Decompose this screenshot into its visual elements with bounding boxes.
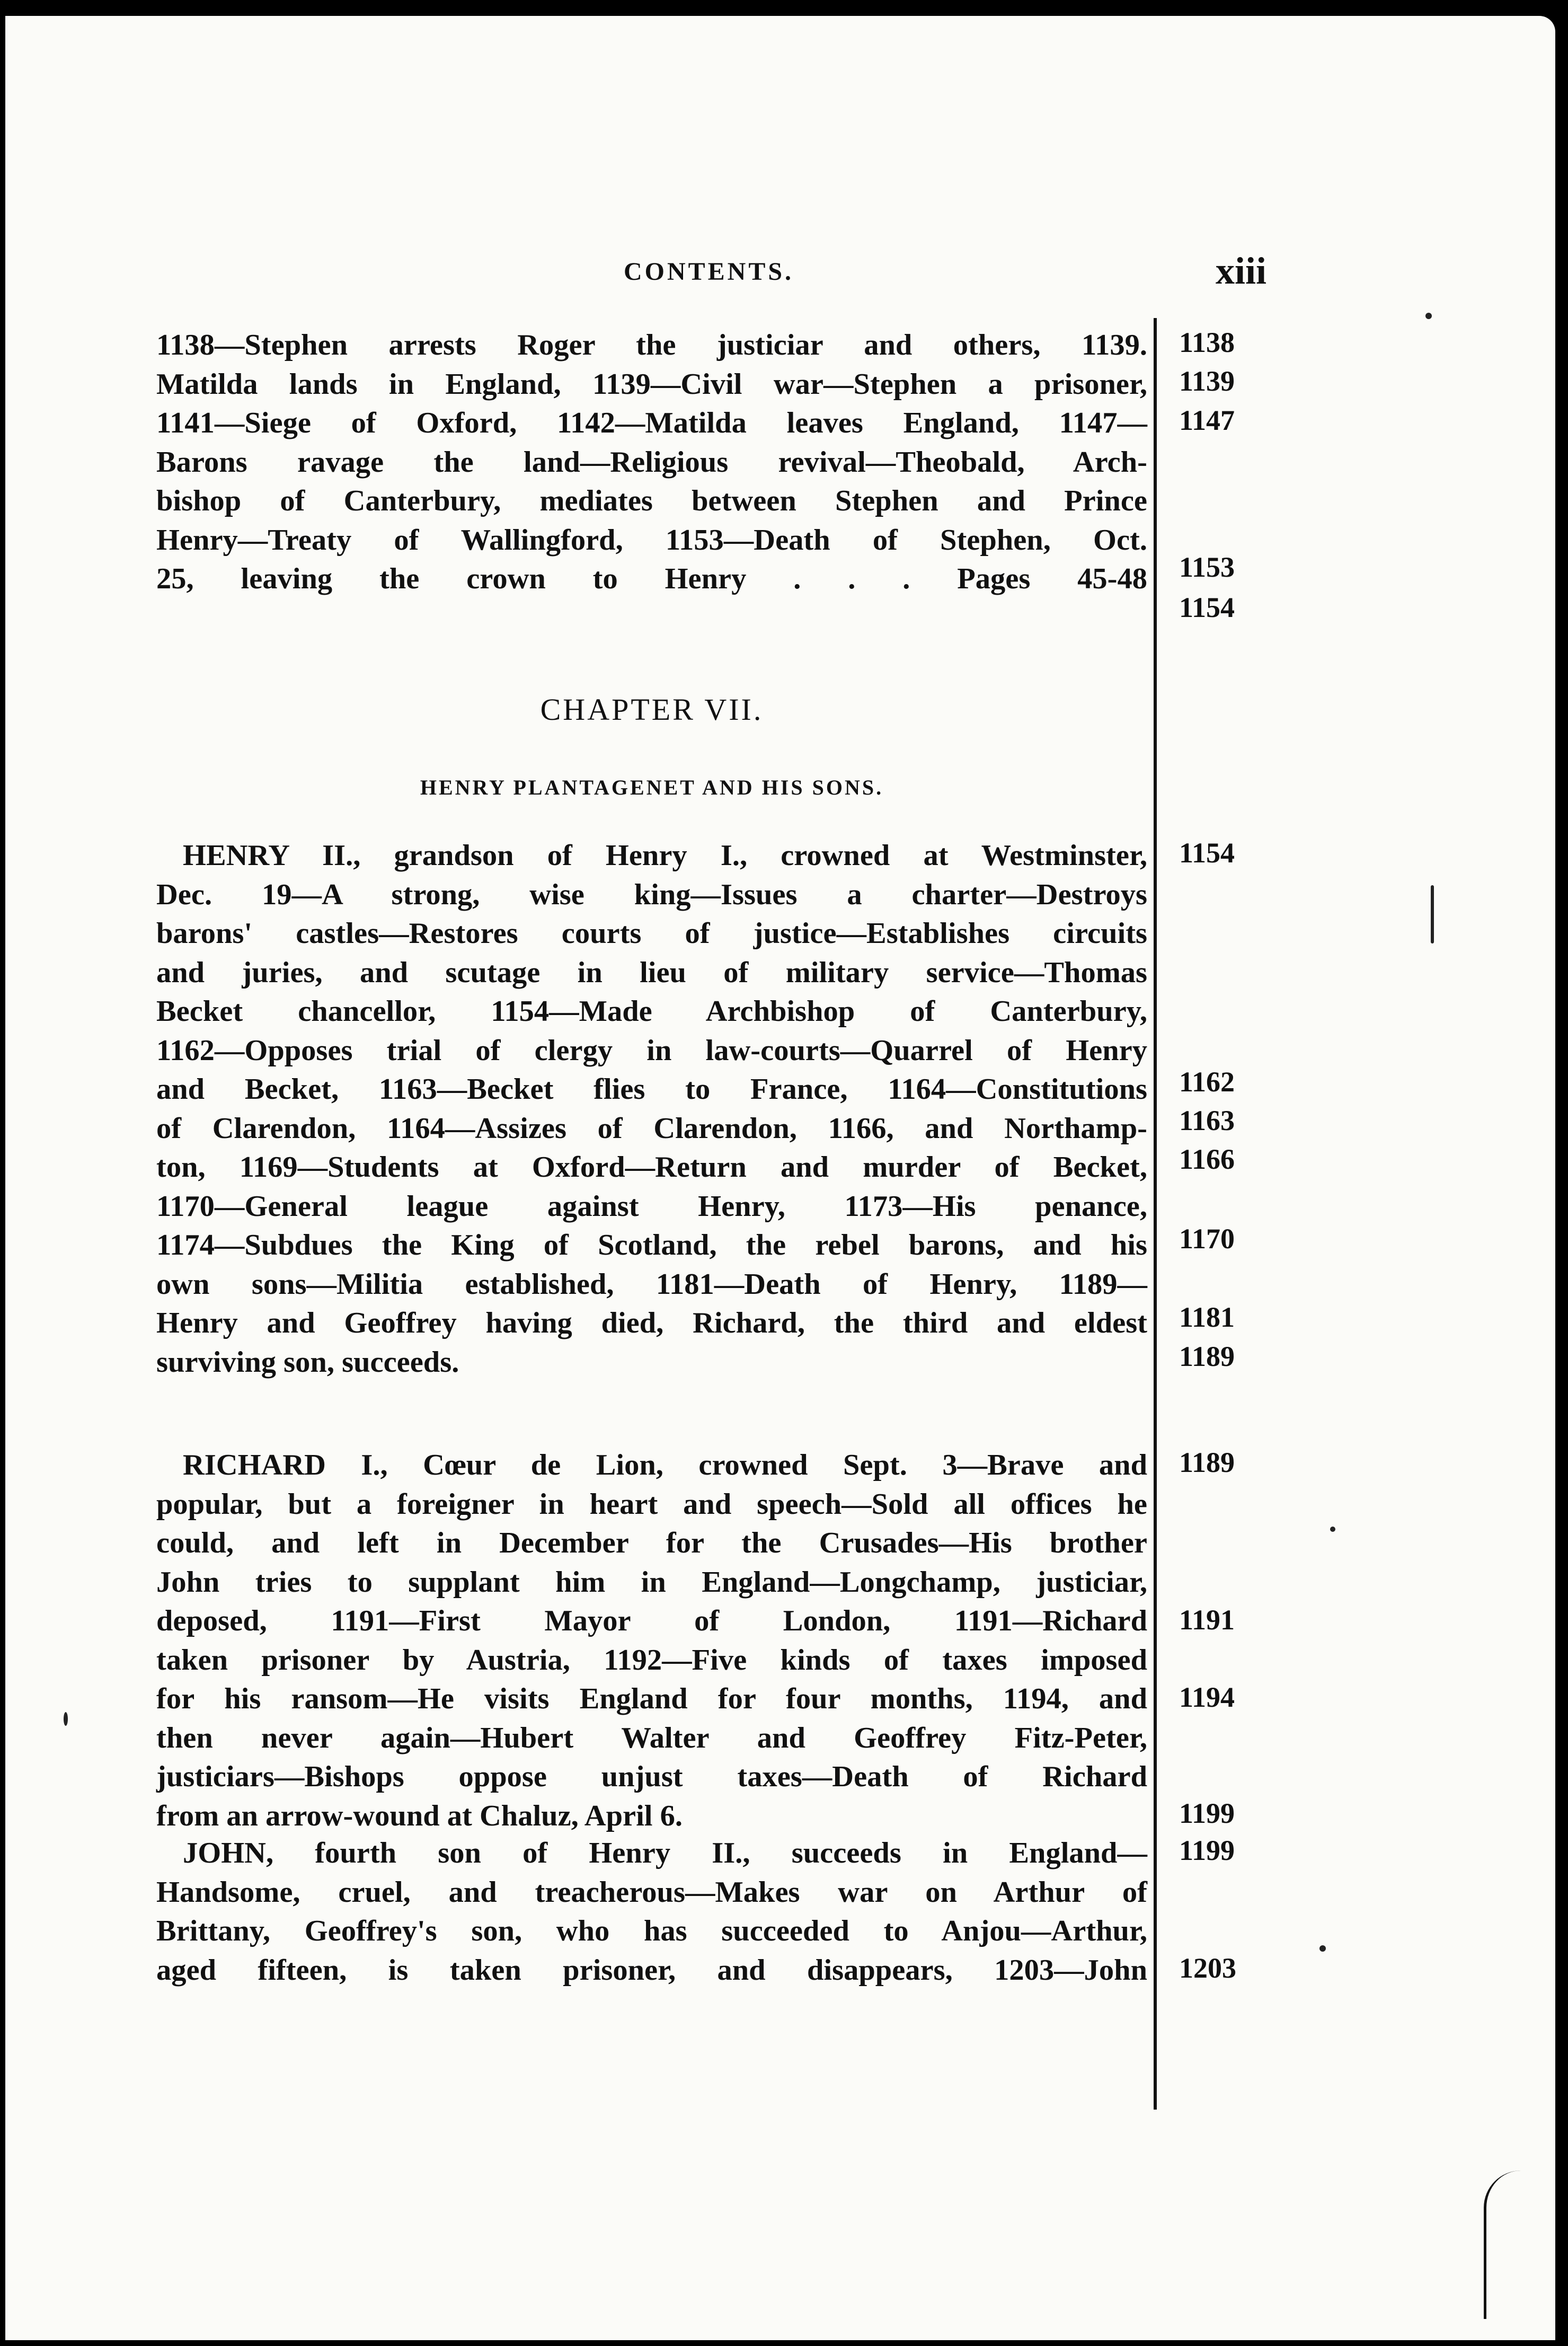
page-header <box>156 244 1266 302</box>
margin-year: 1189 <box>1179 1340 1235 1372</box>
margin-year: 1203 <box>1179 1952 1236 1984</box>
margin-year: 1138 <box>1179 327 1235 358</box>
henry-ii-summary <box>156 836 1147 1382</box>
margin-year: 1199 <box>1179 1835 1235 1866</box>
text-line: JOHN, fourth son of Henry II., succeeds in England— <box>183 1837 1147 1869</box>
margin-year: 1181 <box>1179 1301 1235 1333</box>
text-line: then never again—Hubert Walter and Geoffrey Fitz-Peter, <box>156 1721 1147 1754</box>
stephen-summary <box>156 326 1147 599</box>
margin-year: 1194 <box>1179 1681 1235 1713</box>
richard-i-summary <box>156 1446 1147 1836</box>
text-line: popular, but a foreigner in heart and speech—Sold all offices he <box>156 1487 1147 1521</box>
text-line: for his ransom—He visits England for four months, 1194, and <box>156 1682 1147 1715</box>
margin-year: 1154 <box>1179 837 1235 869</box>
text-line: Barons ravage the land—Religious revival—Theobald, Arch- <box>156 445 1147 479</box>
text-line: justiciars—Bishops oppose unjust taxes—Death of Richard <box>156 1760 1147 1793</box>
text-line: surviving son, succeeds. <box>156 1345 459 1379</box>
text-line: Dec. 19—A strong, wise king—Issues a charter—Destroys <box>156 878 1147 911</box>
margin-year: 1153 <box>1179 551 1235 583</box>
chapter-number: CHAPTER VII. <box>540 692 764 727</box>
text-line: deposed, 1191—First Mayor of London, 1191—Richard <box>156 1604 1147 1637</box>
text-line: Henry—Treaty of Wallingford, 1153—Death of Stephen, Oct. <box>156 523 1147 557</box>
text-line: Handsome, cruel, and treacherous—Makes war on Arthur of <box>156 1875 1147 1909</box>
page-edge-curl <box>1484 2171 1545 2319</box>
text-line: Becket chancellor, 1154—Made Archbishop of Canterbury, <box>156 995 1147 1028</box>
page-number: xiii <box>1215 250 1266 292</box>
text-line: 1170—General league against Henry, 1173—His penance, <box>156 1189 1147 1223</box>
text-line: from an arrow-wound at Chaluz, April 6. <box>156 1799 683 1832</box>
margin-year: 1189 <box>1179 1447 1235 1478</box>
margin-year: 1166 <box>1179 1143 1235 1175</box>
text-line: 1138—Stephen arrests Roger the justiciar and others, 1139. <box>156 329 1147 361</box>
text-line: RICHARD I., Cœur de Lion, crowned Sept. 3—Brave and <box>183 1449 1147 1481</box>
text-line: bishop of Canterbury, mediates between Stephen and Prince <box>156 484 1147 517</box>
text-line: own sons—Militia established, 1181—Death of Henry, 1189— <box>156 1267 1147 1301</box>
text-line: 1162—Opposes trial of clergy in law-courts—Quarrel of Henry <box>156 1034 1147 1067</box>
text-line: 1141—Siege of Oxford, 1142—Matilda leaves England, 1147— <box>156 407 1147 439</box>
scan-speck <box>1319 1945 1326 1952</box>
text-line: and juries, and scutage in lieu of military service—Thomas <box>156 956 1147 989</box>
margin-year: 1162 <box>1179 1066 1235 1098</box>
margin-year: 1163 <box>1179 1105 1235 1136</box>
scan-speck <box>1330 1527 1335 1532</box>
john-summary <box>156 1834 1147 1990</box>
text-line: barons' castles—Restores courts of justice—Establishes circuits <box>156 917 1147 950</box>
margin-year: 1147 <box>1179 404 1235 436</box>
scan-speck <box>64 1712 68 1726</box>
text-line: Henry and Geoffrey having died, Richard, the third and eldest <box>156 1307 1147 1339</box>
scan-speck <box>1431 885 1434 943</box>
text-line: of Clarendon, 1164—Assizes of Clarendon, 1166, and Northamp- <box>156 1112 1147 1145</box>
book-page <box>5 16 1555 2340</box>
text-line: and Becket, 1163—Becket flies to France, 1164—Constitutions <box>156 1073 1147 1106</box>
text-line: could, and left in December for the Crusades—His brother <box>156 1527 1147 1559</box>
text-line: aged fifteen, is taken prisoner, and disappears, 1203—John <box>156 1953 1147 1987</box>
text-line: 1174—Subdues the King of Scotland, the rebel barons, and his <box>156 1229 1147 1262</box>
text-line: Matilda lands in England, 1139—Civil war—Stephen a prisoner, <box>156 367 1147 401</box>
chapter-title: HENRY PLANTAGENET AND HIS SONS. <box>420 775 884 799</box>
margin-year: 1154 <box>1179 592 1235 623</box>
text-line: Brittany, Geoffrey's son, who has succeeded to Anjou—Arthur, <box>156 1915 1147 1947</box>
margin-rule <box>1154 318 1157 2110</box>
text-line: ton, 1169—Students at Oxford—Return and murder of Becket, <box>156 1151 1147 1184</box>
text-line: HENRY II., grandson of Henry I., crowned at Westminster, <box>183 839 1147 872</box>
text-line: taken prisoner by Austria, 1192—Five kinds of taxes imposed <box>156 1643 1147 1677</box>
text-line: 25, leaving the crown to Henry . . . Pages 45-48 <box>156 562 1147 595</box>
text-line: John tries to supplant him in England—Longchamp, justiciar, <box>156 1565 1147 1599</box>
margin-year: 1170 <box>1179 1223 1235 1255</box>
scan-speck <box>1425 313 1432 319</box>
margin-year: 1139 <box>1179 365 1235 397</box>
running-title: CONTENTS. <box>623 258 794 286</box>
margin-year: 1191 <box>1179 1604 1235 1636</box>
margin-year: 1199 <box>1179 1797 1235 1829</box>
